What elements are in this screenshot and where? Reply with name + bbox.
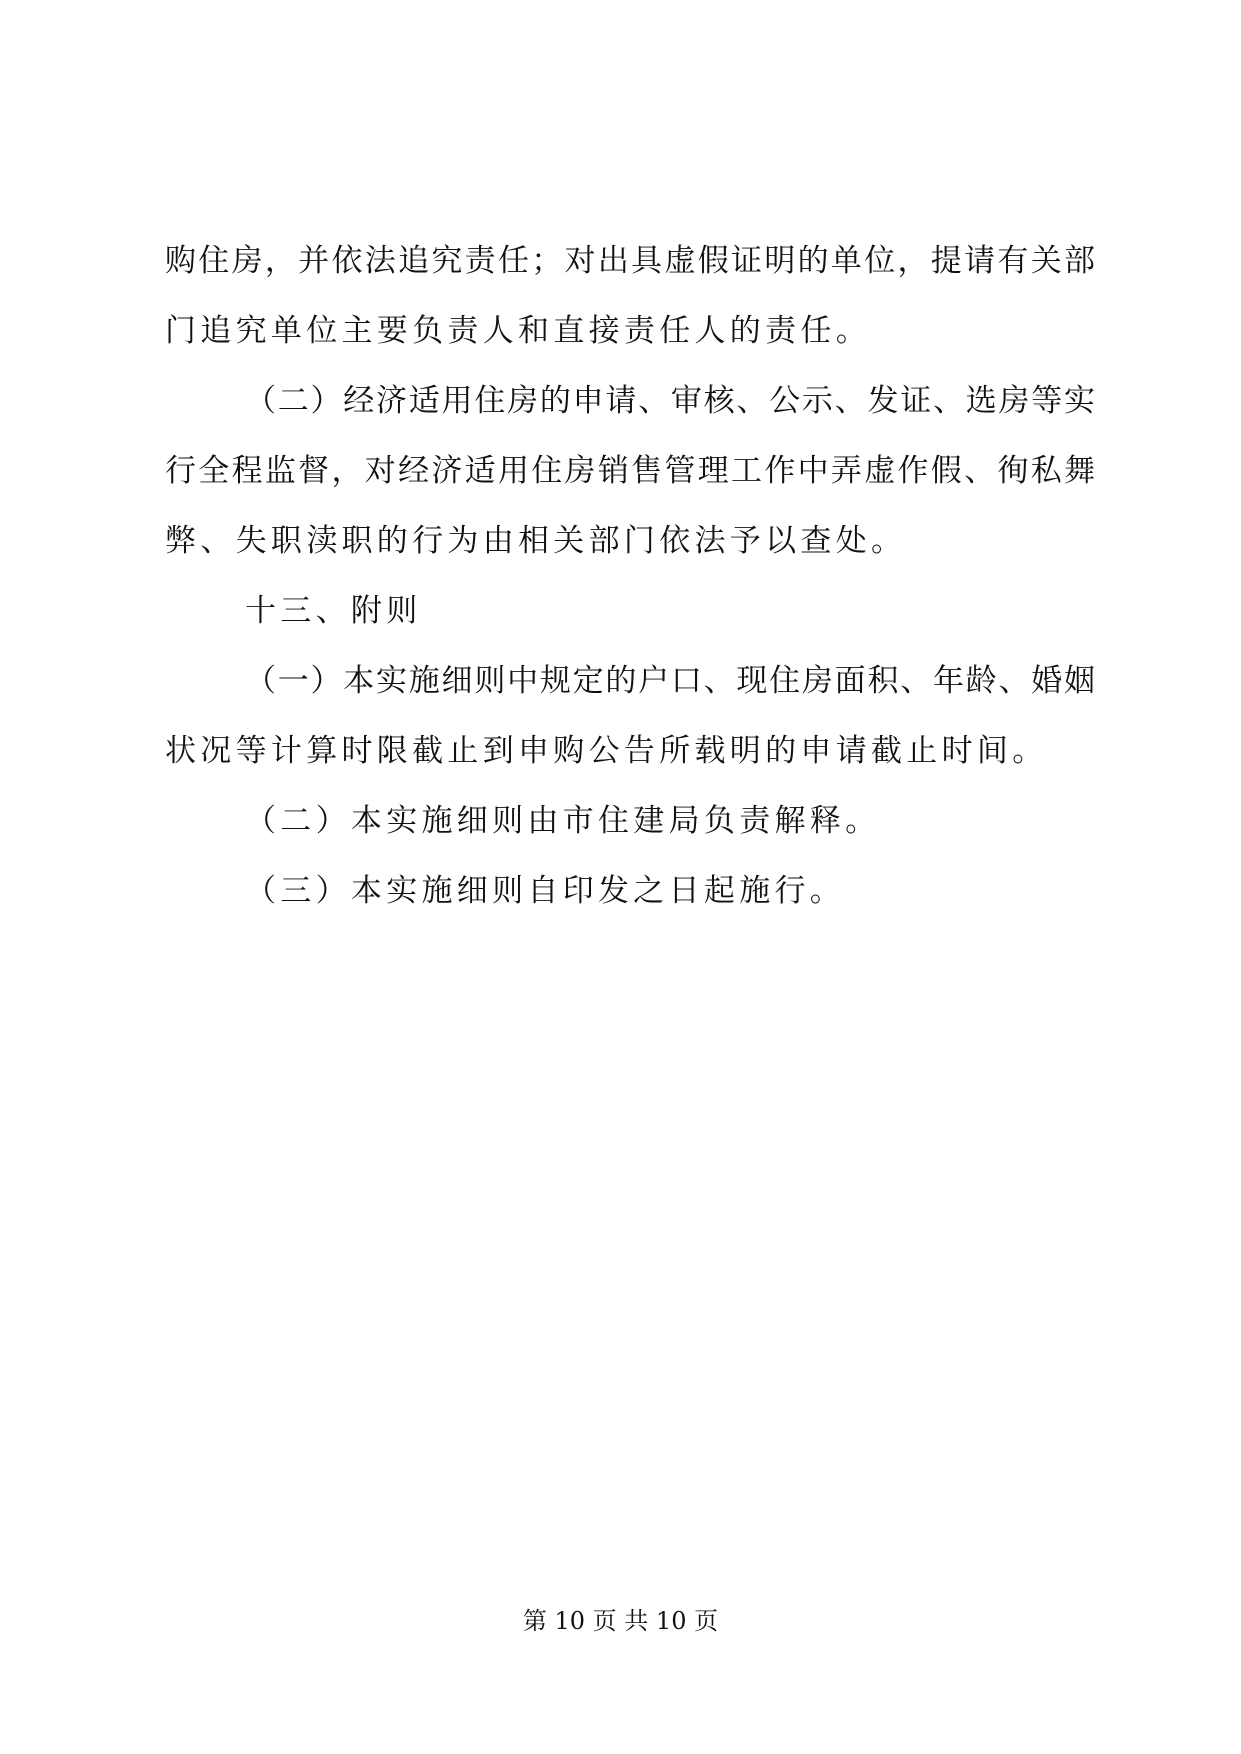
text-line: 行全程监督，对经济适用住房销售管理工作中弄虚作假、徇私舞 <box>165 453 1095 489</box>
text-line: （三）本实施细则自印发之日起施行。 <box>245 873 846 909</box>
document-body <box>165 234 1095 934</box>
text-line: （二）本实施细则由市住建局负责解释。 <box>245 803 881 839</box>
text-line: （二）经济适用住房的申请、审核、公示、发证、选房等实 <box>245 383 1095 419</box>
page-footer: 第 10 页 共 10 页 <box>522 1607 719 1635</box>
text-line: （一）本实施细则中规定的户口、现住房面积、年龄、婚姻 <box>245 663 1095 699</box>
text-line: 购住房，并依法追究责任；对出具虚假证明的单位，提请有关部 <box>165 243 1095 279</box>
text-line: 弊、失职渎职的行为由相关部门依法予以查处。 <box>165 523 907 559</box>
text-line: 门追究单位主要负责人和直接责任人的责任。 <box>165 313 871 349</box>
section-heading: 十三、附则 <box>245 593 422 629</box>
text-line: 状况等计算时限截止到申购公告所载明的申请截止时间。 <box>165 733 1048 769</box>
